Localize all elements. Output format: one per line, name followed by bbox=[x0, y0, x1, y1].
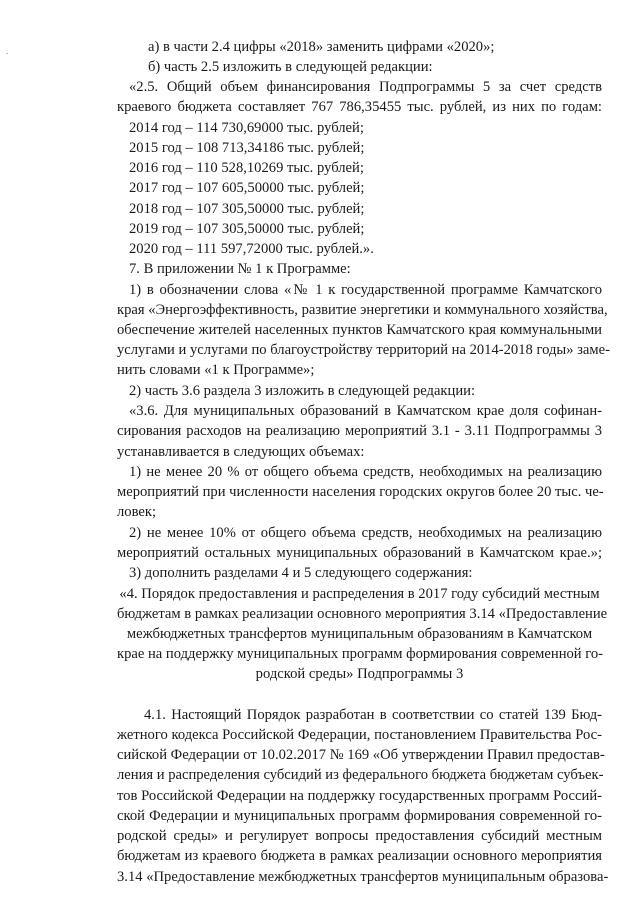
section-heading-line: межбюджетных трансфертов муниципальным образованиям в Камчатском bbox=[126, 626, 593, 642]
text-line: 1) в обозначении слова «№ 1 к государственной программе Камчатского bbox=[129, 282, 602, 298]
text-line: ления и распределения субсидий из федерального бюджета бюджетам субъек- bbox=[117, 767, 604, 783]
text-line: нить словами «1 к Программе»; bbox=[117, 362, 315, 378]
year-amount-line: 2014 год – 114 730,69000 тыс. рублей; bbox=[129, 120, 364, 136]
text-line: «2.5. Общий объем финансирования Подпрограммы 5 за счет средств bbox=[129, 79, 602, 95]
section-heading-line: бюджетам в рамках реализации основного мероприятия 3.14 «Предоставление bbox=[117, 606, 608, 622]
text-line: услугами и услугами по благоустройству территорий на 2014-2018 годы» заме- bbox=[117, 342, 610, 358]
text-line: мероприятий остальных муниципальных образований в Камчатском крае.»; bbox=[117, 545, 602, 561]
year-amount-line: 2019 год – 107 305,50000 тыс. рублей; bbox=[129, 221, 365, 237]
text-line: сирования расходов на реализацию мероприятий 3.1 - 3.11 Подпрограммы 3 bbox=[117, 423, 602, 439]
year-amount-line: 2020 год – 111 597,72000 тыс. рублей.». bbox=[129, 241, 374, 257]
year-amount-line: 2015 год – 108 713,34186 тыс. рублей; bbox=[129, 140, 365, 156]
text-line: устанавливается в следующих объемах: bbox=[117, 444, 365, 460]
text-line: ловек; bbox=[117, 504, 157, 520]
text-line: родской среды» и регулирует вопросы предоставления субсидий местным bbox=[117, 828, 602, 844]
text-line: 3.14 «Предоставление межбюджетных трансфертов муниципальным образова- bbox=[117, 869, 609, 885]
margin-mark: . bbox=[6, 46, 9, 56]
text-line: 1) не менее 20 % от общего объема средств, необходимых на реализацию bbox=[129, 464, 602, 480]
text-line: края «Энергоэффективность, развитие энергетики и коммунального хозяйства, bbox=[117, 302, 608, 318]
section-heading-line: «4. Порядок предоставления и распределения в 2017 году субсидий местным bbox=[119, 586, 600, 602]
text-line: тов Российской Федерации на поддержку государственных программ Россий- bbox=[117, 788, 602, 804]
year-amount-line: 2018 год – 107 305,50000 тыс. рублей; bbox=[129, 201, 365, 217]
text-line: краевого бюджета составляет 767 786,35455 тыс. рублей, из них по годам: bbox=[117, 99, 602, 115]
text-line: 4.1. Настоящий Порядок разработан в соответствии со статей 139 Бюд- bbox=[144, 707, 602, 723]
text-line: 7. В приложении № 1 к Программе: bbox=[129, 261, 351, 277]
text-line: 3) дополнить разделами 4 и 5 следующего содержания: bbox=[129, 565, 473, 581]
text-line: 2) часть 3.6 раздела 3 изложить в следующей редакции: bbox=[129, 383, 476, 399]
text-line: бюджетам из краевого бюджета в рамках реализации основного мероприятия bbox=[117, 848, 602, 864]
year-amount-line: 2017 год – 107 605,50000 тыс. рублей; bbox=[129, 180, 365, 196]
section-heading-line: крае на поддержку муниципальных программ формирования современной го- bbox=[117, 646, 604, 662]
text-line: сийской Федерации от 10.02.2017 № 169 «Об утверждении Правил предостав- bbox=[117, 747, 605, 763]
text-line: жетного кодекса Российской Федерации, постановлением Правительства Рос- bbox=[117, 727, 602, 743]
text-line: а) в части 2.4 цифры «2018» заменить цифрами «2020»; bbox=[148, 39, 495, 55]
text-line: «3.6. Для муниципальных образований в Камчатском крае доля софинан- bbox=[129, 403, 602, 419]
text-line: ской Федерации и муниципальных программ формирования современной го- bbox=[117, 808, 602, 824]
text-line: обеспечение жителей населенных пунктов Камчатского края коммунальными bbox=[117, 322, 602, 338]
year-amount-line: 2016 год – 110 528,10269 тыс. рублей; bbox=[129, 160, 364, 176]
text-line: 2) не менее 10% от общего объема средств, необходимых на реализацию bbox=[129, 525, 602, 541]
text-line: б) часть 2.5 изложить в следующей редакции: bbox=[148, 59, 433, 75]
section-heading-line: родской среды» Подпрограммы 3 bbox=[255, 666, 464, 682]
text-line: мероприятий при численности населения городских округов более 20 тыс. че- bbox=[117, 484, 604, 500]
